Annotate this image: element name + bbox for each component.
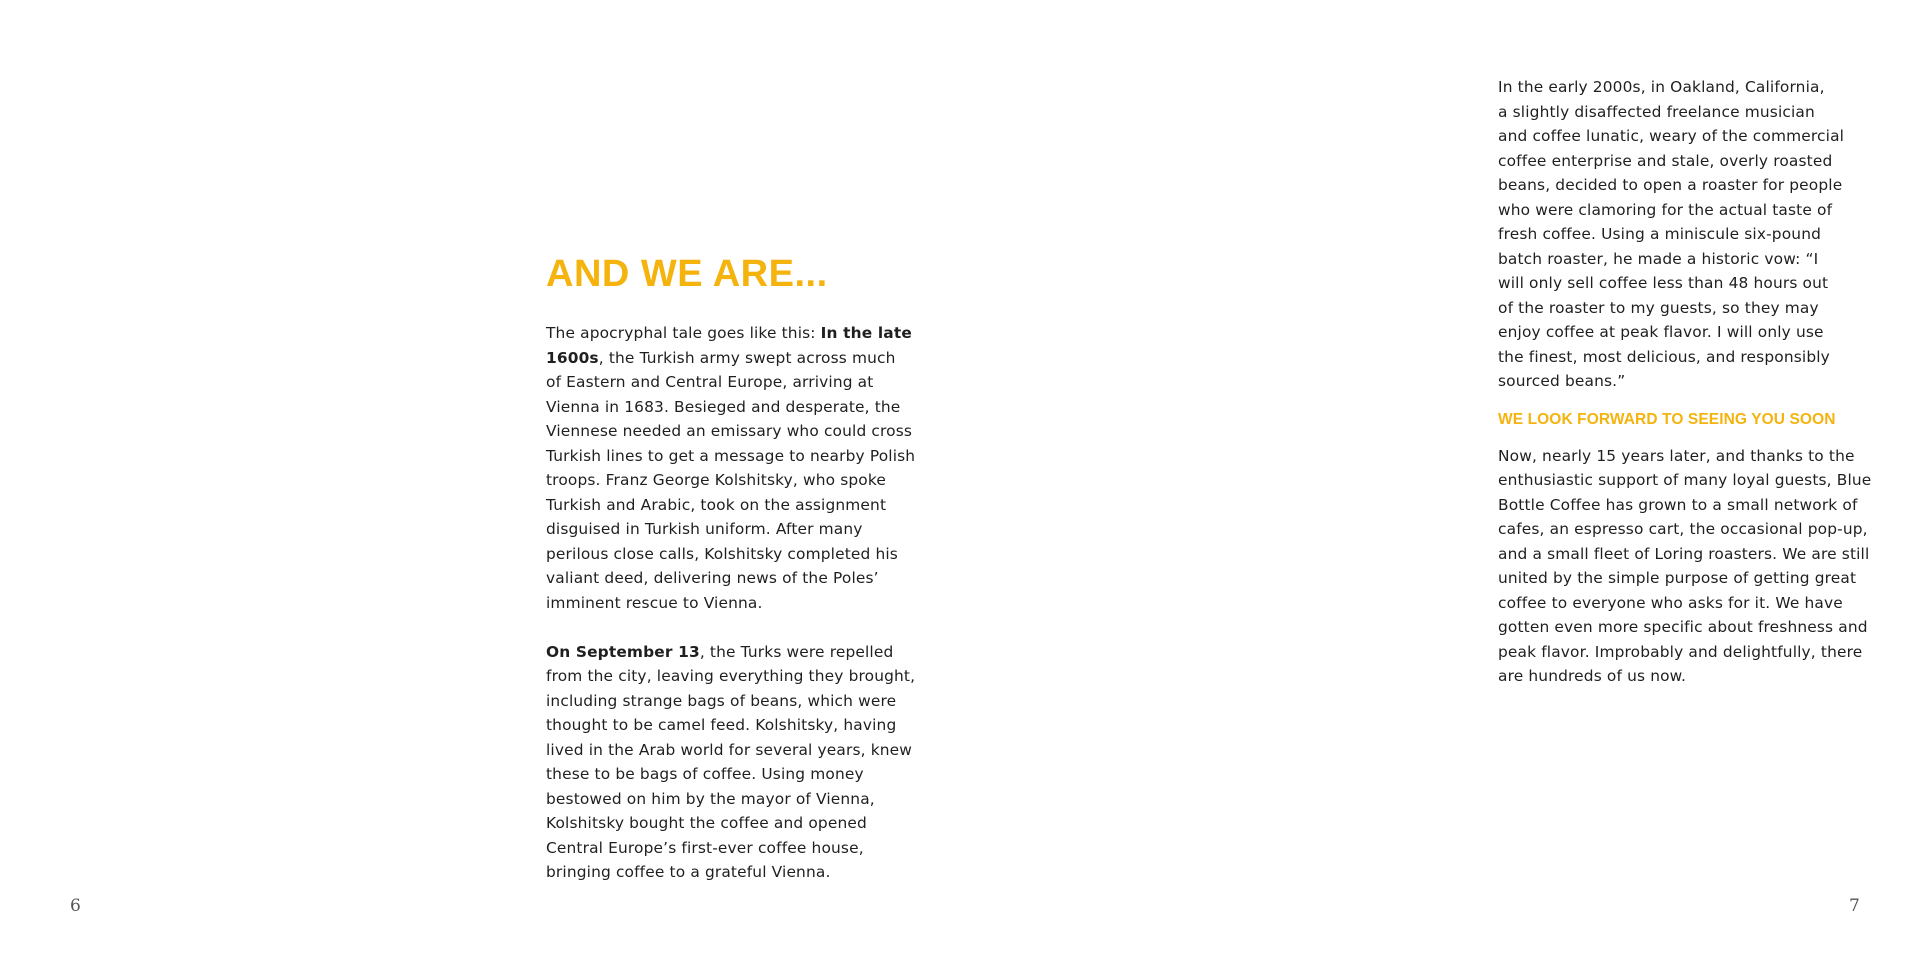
text-line: cafes, an espresso cart, the occasional pop-up,: [1498, 520, 1868, 538]
text-line: and coffee lunatic, weary of the commercial: [1498, 127, 1845, 145]
text-line: imminent rescue to Vienna.: [546, 593, 763, 612]
text-line: thought to be camel feed. Kolshitsky, having: [546, 716, 897, 734]
text-run: , the Turkish army swept across much: [598, 348, 896, 367]
text-line: Turkish lines to get a message to nearby Polish: [546, 446, 916, 465]
section-heading: AND WE ARE...: [546, 253, 828, 295]
text-line: peak flavor. Improbably and delightfully, there: [1498, 642, 1863, 661]
text-line: batch roaster, he made a historic vow: “I: [1498, 249, 1819, 268]
present-day-paragraph: [1498, 444, 1878, 689]
text-line: these to be bags of coffee. Using money: [546, 765, 864, 783]
text-line: a slightly disaffected freelance musician: [1498, 102, 1815, 121]
text-line: from the city, leaving everything they brought,: [546, 667, 916, 685]
text-line: In the early 2000s, in Oakland, California,: [1498, 78, 1825, 96]
text-line: [546, 640, 906, 665]
page-number-left: 6: [70, 896, 81, 916]
text-line: Kolshitsky bought the coffee and opened: [546, 814, 867, 832]
text-line: will only sell coffee less than 48 hours out: [1498, 274, 1829, 292]
text-line: bringing coffee to a grateful Vienna.: [546, 863, 831, 881]
text-line: and a small fleet of Loring roasters. We are still: [1498, 544, 1870, 563]
text-run: The apocryphal tale goes like this:: [546, 324, 821, 342]
text-line: Viennese needed an emissary who could cross: [546, 422, 913, 440]
subheading: WE LOOK FORWARD TO SEEING YOU SOON: [1498, 410, 1836, 428]
text-line: of Eastern and Central Europe, arriving at: [546, 373, 874, 391]
text-line: disguised in Turkish uniform. After many: [546, 520, 863, 538]
text-line: enjoy coffee at peak flavor. I will only use: [1498, 323, 1824, 341]
text-line: sourced beans.”: [1498, 372, 1626, 390]
page-number-right: 7: [1849, 896, 1860, 916]
text-line: valiant deed, delivering news of the Poles’: [546, 569, 879, 587]
story-paragraph-1: [546, 321, 916, 615]
origin-paragraph: [1498, 75, 1878, 394]
text-line: Bottle Coffee has grown to a small network of: [1498, 495, 1858, 514]
text-line: Vienna in 1683. Besieged and desperate, the: [546, 397, 901, 416]
text-line: beans, decided to open a roaster for people: [1498, 176, 1843, 194]
text-line: the finest, most delicious, and responsibly: [1498, 347, 1830, 366]
text-line: bestowed on him by the mayor of Vienna,: [546, 789, 875, 808]
text-line: including strange bags of beans, which were: [546, 691, 897, 710]
text-line: gotten even more specific about freshness and: [1498, 618, 1868, 636]
text-line: [546, 346, 906, 371]
text-line: united by the simple purpose of getting great: [1498, 569, 1857, 587]
text-line: Central Europe’s first-ever coffee house,: [546, 838, 864, 857]
emphasis-text: In the late: [820, 324, 912, 342]
left-column: [546, 251, 916, 885]
text-line: of the roaster to my guests, so they may: [1498, 298, 1819, 317]
text-line: who were clamoring for the actual taste of: [1498, 200, 1833, 219]
text-line: perilous close calls, Kolshitsky completed his: [546, 544, 898, 563]
text-line: troops. Franz George Kolshitsky, who spoke: [546, 471, 887, 489]
text-line: fresh coffee. Using a miniscule six-pound: [1498, 225, 1822, 243]
story-paragraph-2: [546, 640, 916, 885]
emphasis-text: On September 13: [546, 642, 700, 661]
text-line: coffee enterprise and stale, overly roasted: [1498, 151, 1833, 170]
right-column: [1498, 75, 1878, 689]
emphasis-text: 1600s: [546, 348, 599, 367]
text-run: , the Turks were repelled: [699, 642, 894, 661]
text-line: enthusiastic support of many loyal guests, Blue: [1498, 471, 1872, 489]
text-line: are hundreds of us now.: [1498, 667, 1687, 685]
text-line: lived in the Arab world for several years, knew: [546, 740, 913, 759]
text-line: Now, nearly 15 years later, and thanks to the: [1498, 446, 1855, 465]
text-line: Turkish and Arabic, took on the assignment: [546, 495, 887, 514]
text-line: coffee to everyone who asks for it. We have: [1498, 593, 1843, 612]
text-line: [546, 321, 912, 346]
